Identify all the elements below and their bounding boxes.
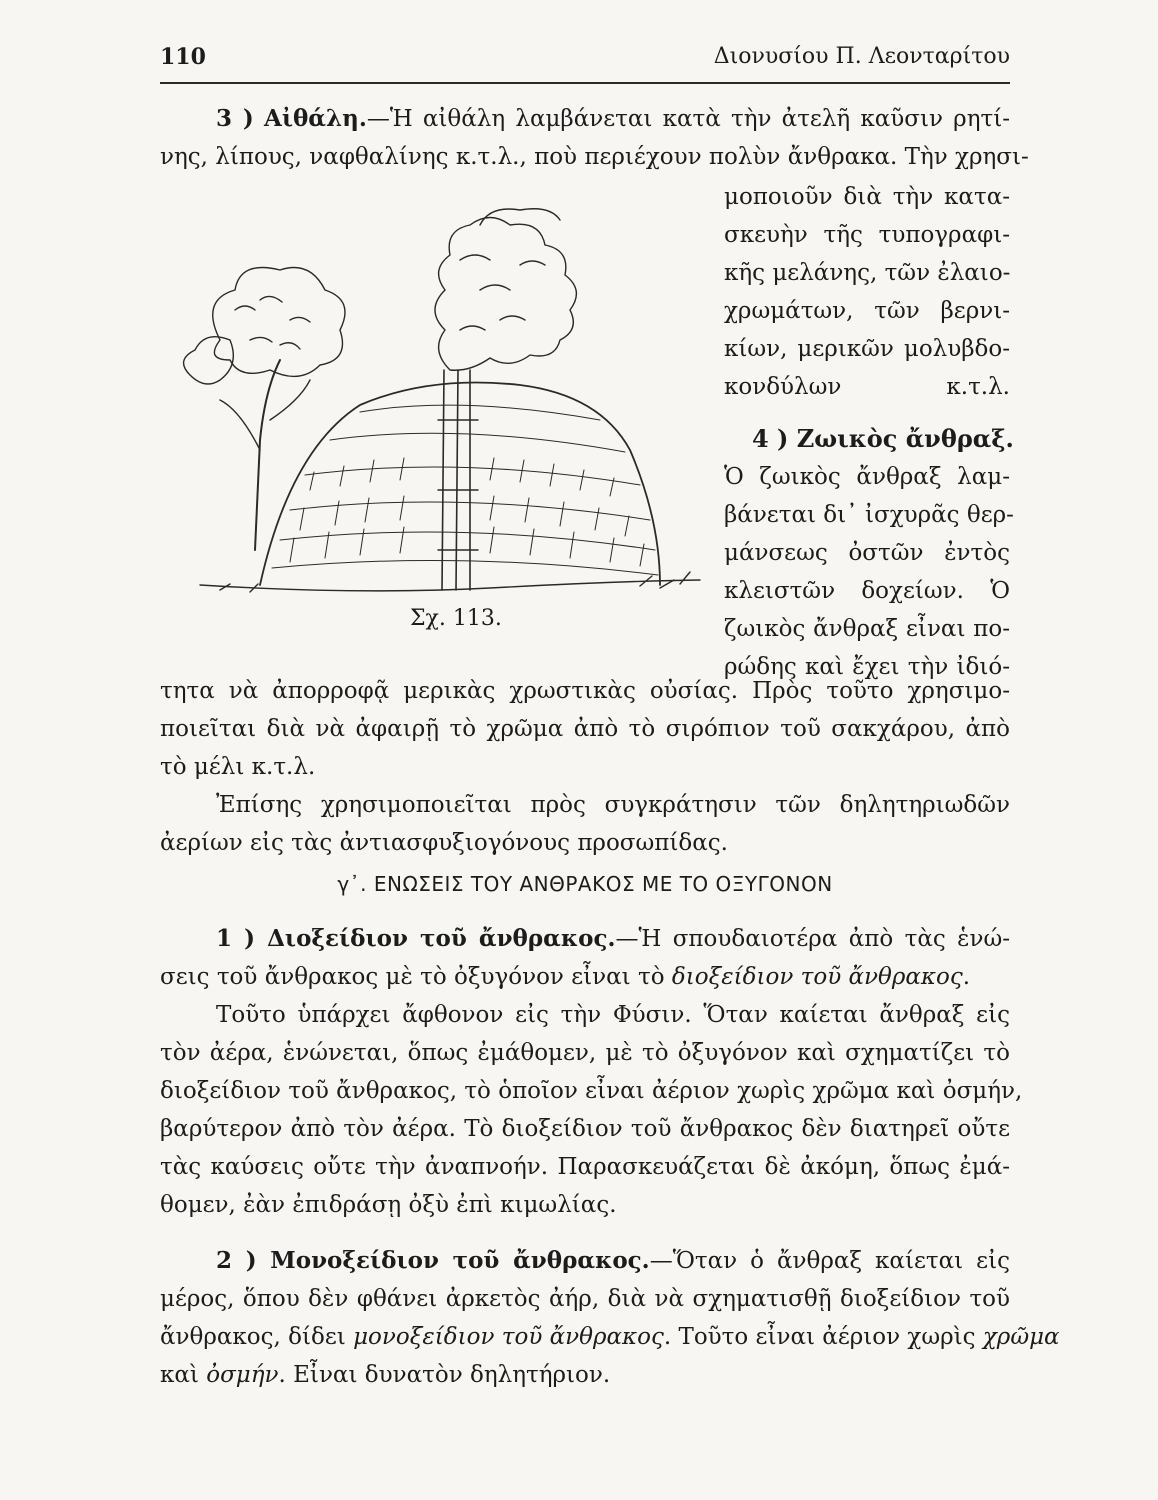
section-4-side-line: μάνσεως ὀστῶν ἐντὸς bbox=[724, 540, 1010, 566]
monoxide-text: —Ὅταν ὁ ἄνθραξ καίεται εἰς bbox=[649, 1248, 1010, 1274]
monoxide-italic: ὀσμήν bbox=[206, 1362, 279, 1388]
monoxide-line-3 bbox=[160, 1322, 1060, 1352]
section-4-line: ποιεῖται διὰ νὰ ἀφαιρῇ τὸ χρῶμα ἀπὸ τὸ σιρόπιον τοῦ σακχάρου, ἀπὸ bbox=[160, 716, 1010, 742]
dioxide-text: . bbox=[962, 964, 971, 990]
dioxide-text: —Ἡ σπουδαιοτέρα ἀπὸ τὰς ἑνώ- bbox=[615, 926, 1010, 952]
dioxide-line: Τοῦτο ὑπάρχει ἄφθονον εἰς τὴν Φύσιν. Ὅταν καίεται ἄνθραξ εἰς bbox=[216, 1002, 1010, 1028]
dioxide-line: τὸν ἀέρα, ἑνώνεται, ὅπως ἐμάθομεν, μὲ τὸ ὀξυγόνον καὶ σχηματίζει τὸ bbox=[160, 1040, 1010, 1066]
dioxide-line-1 bbox=[160, 924, 1010, 954]
figure-caption: Σχ. 113. bbox=[410, 606, 502, 631]
monoxide-italic: μονοξείδιον τοῦ ἄνθρακος bbox=[353, 1324, 664, 1350]
dioxide-line: διοξείδιον τοῦ ἄνθρακος, τὸ ὁποῖον εἶναι ἀέριον χωρὶς χρῶμα καὶ ὀσμήν, bbox=[160, 1078, 1023, 1104]
dioxide-text: σεις τοῦ ἄνθρακος μὲ τὸ ὀξυγόνον εἶναι τὸ bbox=[160, 964, 672, 990]
dioxide-line: βαρύτερον ἀπὸ τὸν ἀέρα. Τὸ διοξείδιον τοῦ ἄνθρακος δὲν διατηρεῖ οὔτε bbox=[160, 1116, 1010, 1142]
monoxide-line-4 bbox=[160, 1360, 1010, 1390]
section-3-side-line: σκευὴν τῆς τυπογραφι- bbox=[724, 222, 1010, 248]
section-3-side-line: κῆς μελάνης, τῶν ἐλαιο- bbox=[724, 260, 1011, 286]
header-rule bbox=[160, 82, 1010, 84]
running-head: Διονυσίου Π. Λεονταρίτου bbox=[713, 44, 1010, 69]
section-3-text: —Ἡ αἰθάλη λαμβάνεται κατὰ τὴν ἀτελῆ καῦσιν ρητί- bbox=[366, 106, 1010, 132]
section-3-side-line: κίων, μερικῶν μολυβδο- bbox=[724, 336, 1010, 362]
section-3-heading: Αἰθάλη. bbox=[263, 105, 367, 132]
monoxide-text: καὶ bbox=[160, 1362, 207, 1388]
monoxide-text: . Τοῦτο εἶναι ἀέριον χωρὶς bbox=[663, 1324, 983, 1350]
section-3-line-1 bbox=[160, 104, 1010, 134]
monoxide-italic: χρῶμα bbox=[982, 1324, 1060, 1350]
section-4-heading: 4 ) Ζωικὸς ἄνθραξ. bbox=[752, 424, 1014, 453]
monoxide-heading: 2 ) Μονοξείδιον τοῦ ἄνθρακος. bbox=[216, 1247, 650, 1274]
dioxide-heading: 1 ) Διοξείδιον τοῦ ἄνθρακος. bbox=[216, 925, 616, 952]
section-3-side-line: μοποιοῦν διὰ τὴν κατα- bbox=[724, 184, 1010, 210]
section-4-line: Ἐπίσης χρησιμοποιεῖται πρὸς συγκράτησιν τῶν δηλητηριωδῶν bbox=[216, 792, 1010, 818]
section-3-side-line: κονδύλων κ.τ.λ. bbox=[724, 374, 1010, 400]
section-4-side-line: βάνεται δι᾽ ἰσχυρᾶς θερ- bbox=[724, 502, 1014, 528]
monoxide-text: . Εἶναι δυνατὸν δηλητήριον. bbox=[278, 1362, 611, 1388]
monoxide-line-1 bbox=[160, 1246, 1010, 1276]
section-3-line-2: νης, λίπους, ναφθαλίνης κ.τ.λ., ποὺ περιέχουν πολὺν ἄνθρακα. Τὴν χρησι- bbox=[160, 144, 1029, 170]
charcoal-kiln-illustration bbox=[160, 190, 710, 610]
section-4-side-line: Ὁ ζωικὸς ἄνθραξ λαμ- bbox=[724, 464, 1010, 490]
section-4-side-line: ρώδης καὶ ἔχει τὴν ἰδιό- bbox=[724, 654, 1010, 680]
section-3-side-line: χρωμάτων, τῶν βερνι- bbox=[724, 298, 1010, 324]
dioxide-line: θομεν, ἐὰν ἐπιδράσῃ ὀξὺ ἐπὶ κιμωλίας. bbox=[160, 1192, 617, 1218]
dioxide-line: τὰς καύσεις οὔτε τὴν ἀναπνοήν. Παρασκευάζεται δὲ ἀκόμη, ὅπως ἐμά- bbox=[160, 1154, 1010, 1180]
section-title: γ᾽. ΕΝΩΣΕΙΣ ΤΟΥ ΑΝΘΡΑΚΟΣ ΜΕ ΤΟ ΟΞΥΓΟΝΟΝ bbox=[337, 872, 833, 896]
dioxide-line-2 bbox=[160, 962, 1010, 992]
section-4-line: τὸ μέλι κ.τ.λ. bbox=[160, 754, 316, 780]
page-header bbox=[160, 44, 1010, 80]
section-4-side-line: κλειστῶν δοχείων. Ὁ bbox=[724, 578, 1010, 604]
page-number: 110 bbox=[160, 44, 206, 70]
monoxide-text: ἄνθρακος, δίδει bbox=[160, 1324, 354, 1350]
section-3-number: 3 ) bbox=[216, 105, 254, 132]
section-4-line: ἀερίων εἰς τὰς ἀντιασφυξιογόνους προσωπίδας. bbox=[160, 830, 728, 856]
section-4-side-line: ζωικὸς ἄνθραξ εἶναι πο- bbox=[724, 616, 1010, 642]
dioxide-italic: διοξείδιον τοῦ ἄνθρακος bbox=[671, 964, 963, 990]
section-4-line: τητα νὰ ἀπορροφᾷ μερικὰς χρωστικὰς οὐσίας. Πρὸς τοῦτο χρησιμο- bbox=[160, 678, 1010, 704]
monoxide-line-2: μέρος, ὅπου δὲν φθάνει ἀρκετὸς ἀήρ, διὰ νὰ σχηματισθῇ διοξείδιον τοῦ bbox=[160, 1286, 1010, 1312]
